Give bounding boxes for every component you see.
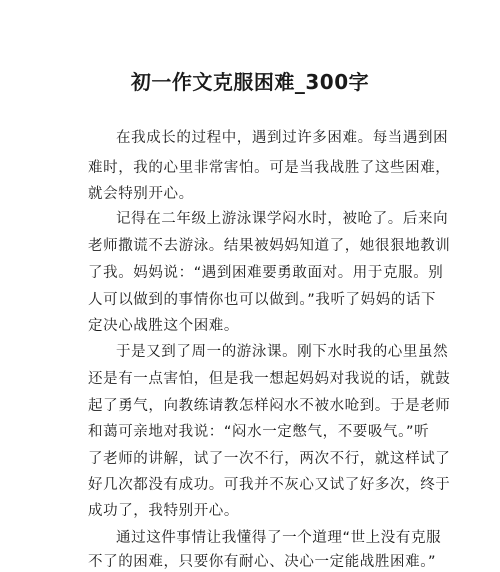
document-title: 初一作文克服困难_300字: [130, 70, 370, 94]
paragraph-line: 老师撒谎不去游泳。结果被妈妈知道了，她很狠地教训: [88, 238, 451, 254]
paragraph-line: 了我。妈妈说：“遇到困难要勇敢面对。用于克服。别: [88, 265, 444, 281]
paragraph-line: 和蔼可亲地对我说：“闷水一定憋气，不要吸气。”听: [88, 424, 430, 440]
paragraph-line: 人可以做到的事情你也可以做到。”我听了妈妈的话下: [88, 292, 437, 308]
paragraph-line: 成功了，我特别开心。: [88, 503, 239, 519]
paragraph-line: 难时，我的心里非常害怕。可是当我战胜了这些困难，: [88, 160, 451, 176]
paragraph-line: 不了的困难，只要你有耐心、决心一定能战胜困难。”: [88, 554, 437, 570]
paragraph-line: 就会特别开心。: [88, 186, 194, 202]
paragraph-line: 好几次都没有成功。可我并不灰心又试了好多次，终于: [88, 477, 451, 493]
paragraph-line: 通过这件事情让我懂得了一个道理“世上没有克服: [116, 530, 442, 546]
paragraph-line: 在我成长的过程中，遇到过许多困难。每当遇到困: [116, 130, 449, 146]
paragraph-line: 起了勇气，向教练请教怎样闷水不被水呛到。于是老师: [88, 398, 451, 414]
paragraph-line: 定决心战胜这个困难。: [88, 318, 239, 334]
paragraph-line: 于是又到了周一的游泳课。刚下水时我的心里虽然: [116, 344, 449, 360]
paragraph-line: 记得在二年级上游泳课学闷水时，被呛了。后来向: [116, 211, 449, 227]
paragraph-line: 了老师的讲解，试了一次不行，两次不行，就这样试了: [88, 451, 451, 467]
paragraph-line: 还是有一点害怕，但是我一想起妈妈对我说的话，就鼓: [88, 371, 451, 387]
